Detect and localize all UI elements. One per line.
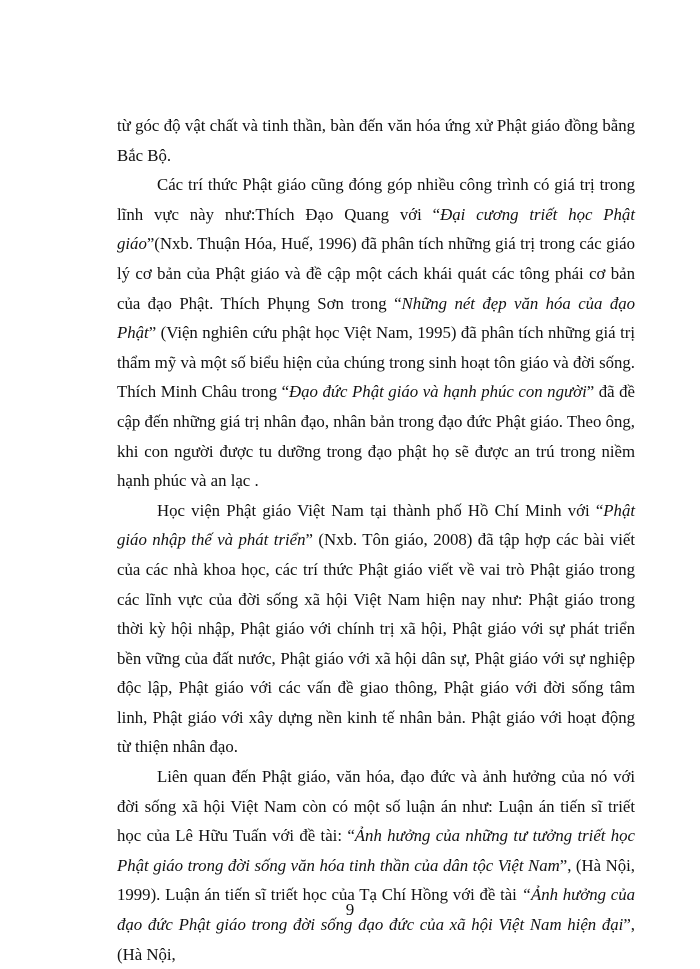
italic-title-run: Phật giáo nhập thế và phát triển — [117, 500, 635, 550]
text-run: Liên quan đến Phật giáo, văn hóa, đạo đức và ảnh hưởng của nó với đời sống xã hội Việt Nam còn có một số luận án như: Luận án tiến sĩ triết học của Lê Hữu Tuấn với đề tài: “ — [117, 767, 635, 846]
paragraph — [117, 496, 635, 762]
text-run: từ góc độ vật chất và tinh thần, bàn đến văn hóa ứng xử Phật giáo đồng bằng Bắc Bộ. — [117, 116, 635, 165]
italic-title-run: Những nét đẹp văn hóa của đạo Phật — [117, 293, 635, 343]
text-run: Học viện Phật giáo Việt Nam tại thành phố Hồ Chí Minh với “ — [157, 500, 604, 520]
body-text — [117, 111, 635, 969]
page-number: 9 — [345, 900, 355, 919]
text-run: Các trí thức Phật giáo cũng đóng góp nhiều công trình có giá trị trong lĩnh vực này như:Thích Đạo Quang với “ — [117, 175, 635, 224]
italic-title-run: Đại cương triết học Phật giáo — [117, 204, 635, 254]
text-run: ”, (Hà Nội, 1999). Luận án tiến sĩ triết học của Tạ Chí Hồng với đề tài — [117, 855, 635, 905]
text-run: ”(Nxb. Thuận Hóa, Huế, 1996) đã phân tích những giá trị trong các giáo lý cơ bản của Phật giáo và đề cập một cách khái quát các tông phái cơ bản của đạo Phật. Thích Phụng Sơn trong “ — [117, 234, 635, 313]
paragraph — [117, 170, 635, 496]
text-run: ” đã đề cập đến những giá trị nhân đạo, nhân bản trong đạo đức Phật giáo. Theo ông, khi con người được tu dưỡng trong đạo phật họ sẽ được an trú trong niềm hạnh phúc và an lạc . — [117, 382, 635, 491]
italic-title-run: Ảnh hưởng của những tư tưởng triết học Phật giáo trong đời sống văn hóa tinh thần của dân tộc Việt Nam — [117, 826, 636, 875]
italic-title-run: Đạo đức Phật giáo và hạnh phúc con người — [289, 382, 587, 402]
text-run: ” (Nxb. Tôn giáo, 2008) đã tập hợp các bài viết của các nhà khoa học, các trí thức Phật giáo viết về vai trò Phật giáo trong các lĩnh vực của đời sống xã hội Việt Nam hiện nay như: Phật giáo trong thời kỳ hội nhập, Phật giáo với chính trị xã hội, Phật giáo với sự phát triển bền vững của đất nước, Phật giáo với xã hội dân sự, Phật giáo với sự nghiệp độc lập, Phật giáo với các vấn đề giao thông, Phật giáo với đời sống tâm linh, Phật giáo với xây dựng nền kinh tế nhân bản. Phật giáo với hoạt động từ thiện nhân đạo. — [117, 530, 636, 757]
paragraph — [117, 111, 635, 170]
italic-title-run: “Ảnh hưởng của đạo đức Phật giáo trong đời sống đạo đức của xã hội Việt Nam hiện đại — [117, 885, 635, 935]
paragraph — [117, 762, 635, 969]
text-run: ”, (Hà Nội, — [117, 915, 635, 964]
text-run: ” (Viện nghiên cứu phật học Việt Nam, 1995) đã phân tích những giá trị thẩm mỹ và một số biểu hiện của chúng trong sinh hoạt tôn giáo và đời sống. Thích Minh Châu trong “ — [117, 323, 635, 402]
